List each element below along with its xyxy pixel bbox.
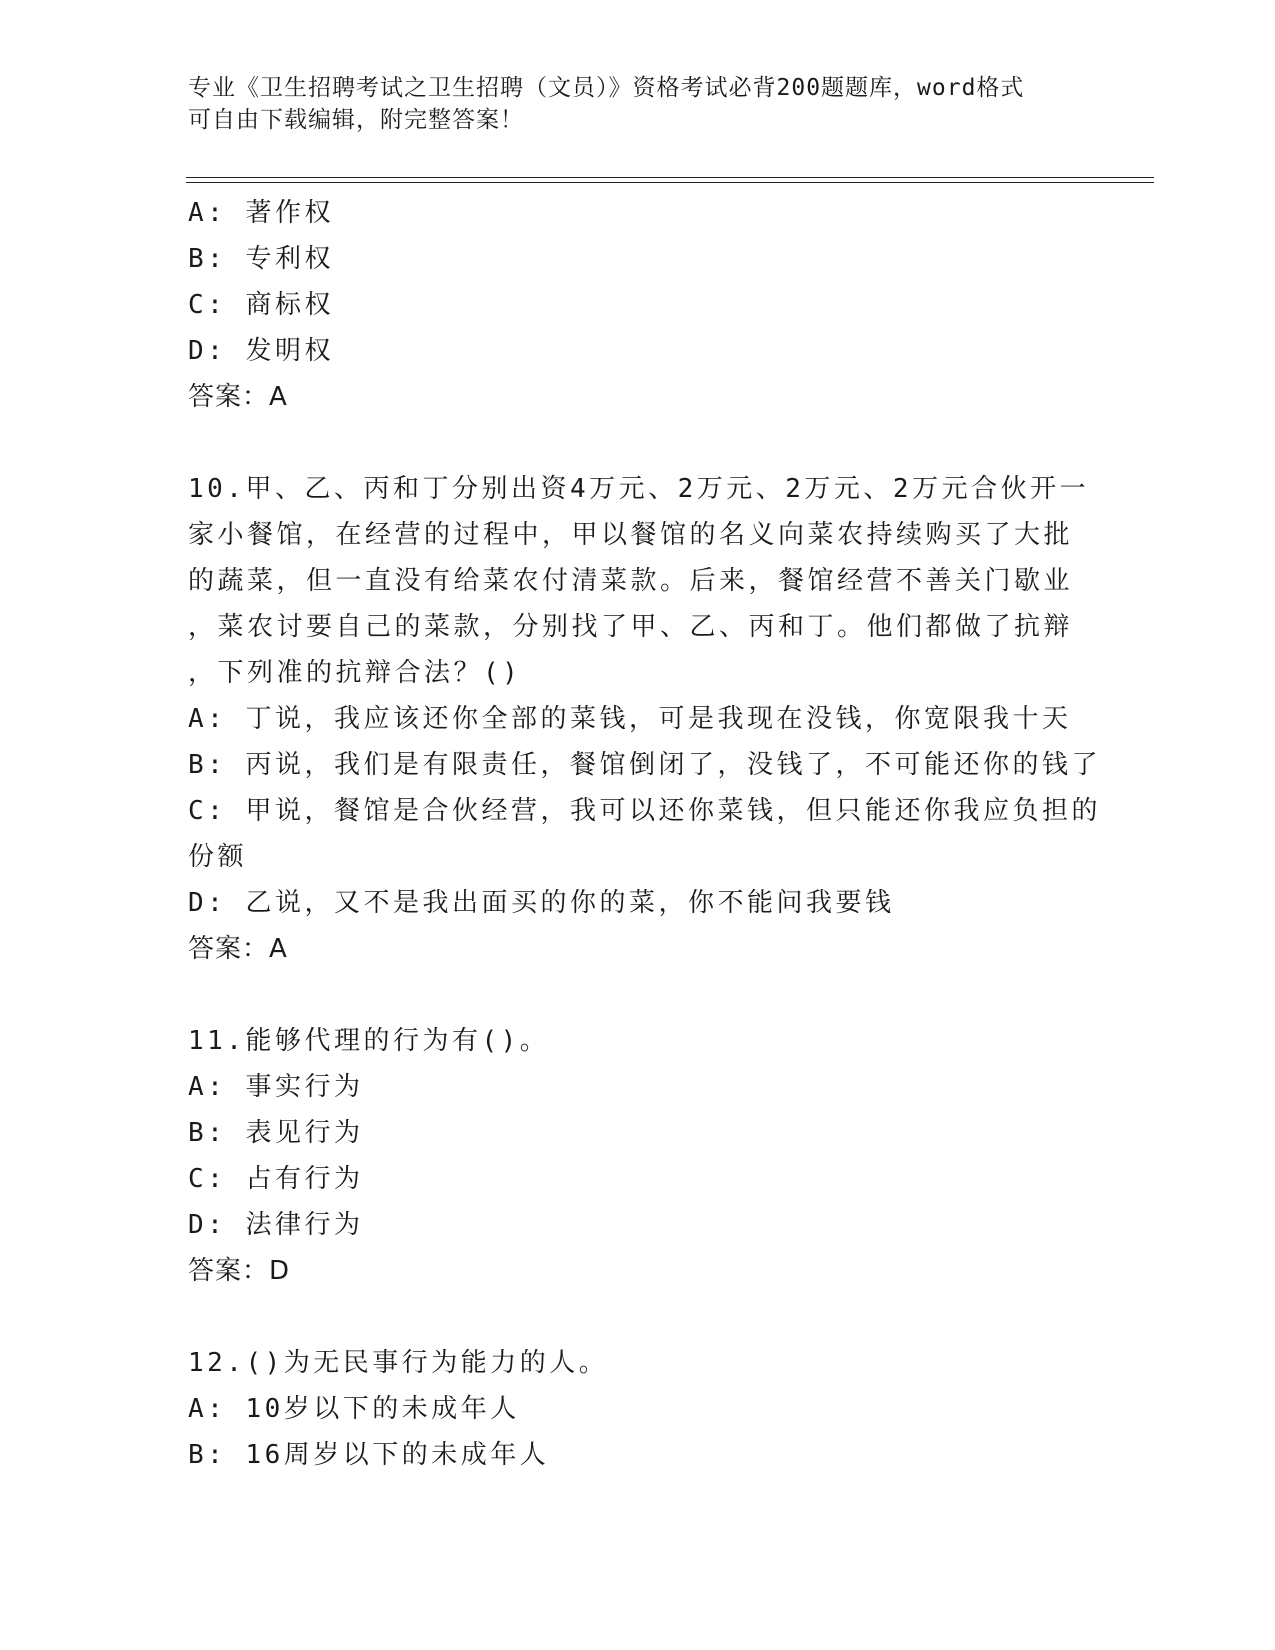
- question-list: [188, 190, 1101, 1478]
- question-stem: 11.能够代理的行为有()。: [188, 1026, 550, 1056]
- question-stem-line: ，菜农讨要自己的菜款，分别找了甲、乙、丙和丁。他们都做了抗辩: [188, 612, 1074, 642]
- header-line-1: 专业《卫生招聘考试之卫生招聘（文员）》资格考试必背200题题库，word格式: [188, 75, 1025, 101]
- option-d: D: 乙说，又不是我出面买的你的菜，你不能问我要钱: [188, 888, 895, 918]
- option-b: B: 专利权: [188, 244, 334, 274]
- question-9: [188, 190, 1088, 420]
- option-c: C: 占有行为: [188, 1164, 364, 1194]
- question-stem-line: 家小餐馆，在经营的过程中，甲以餐馆的名义向菜农持续购买了大批: [188, 520, 1074, 550]
- option-c-continued: 份额: [188, 842, 248, 872]
- question-stem-line: ，下列准的抗辩合法？(): [188, 658, 522, 688]
- option-d: D: 法律行为: [188, 1210, 364, 1240]
- option-c: C: 商标权: [188, 290, 334, 320]
- spacer: [188, 972, 1088, 1018]
- answer-line: 答案：A: [188, 934, 288, 964]
- option-b: B: 表见行为: [188, 1118, 364, 1148]
- question-stem-line: 10.甲、乙、丙和丁分别出资4万元、2万元、2万元、2万元合伙开一: [188, 474, 1090, 504]
- option-a: A: 著作权: [188, 198, 334, 228]
- question-stem-line: 的蔬菜，但一直没有给菜农付清菜款。后来，餐馆经营不善关门歇业: [188, 566, 1074, 596]
- answer-line: 答案：D: [188, 1256, 291, 1286]
- question-11: [188, 1018, 1088, 1294]
- option-d: D: 发明权: [188, 336, 334, 366]
- spacer: [188, 420, 1088, 466]
- question-12: [188, 1340, 1088, 1478]
- option-a: A: 10岁以下的未成年人: [188, 1394, 520, 1424]
- header-line-2: 可自由下载编辑，附完整答案！: [188, 107, 524, 133]
- document-header: [188, 72, 1068, 136]
- question-stem: 12.()为无民事行为能力的人。: [188, 1348, 609, 1378]
- option-c: C: 甲说，餐馆是合伙经营，我可以还你菜钱，但只能还你我应负担的: [188, 796, 1101, 826]
- answer-line: 答案：A: [188, 382, 288, 412]
- option-b: B: 丙说，我们是有限责任，餐馆倒闭了，没钱了，不可能还你的钱了: [188, 750, 1101, 780]
- question-10: [188, 466, 1101, 972]
- option-a: A: 事实行为: [188, 1072, 364, 1102]
- header-divider-top: [186, 177, 1154, 178]
- option-b: B: 16周岁以下的未成年人: [188, 1440, 550, 1470]
- option-a: A: 丁说，我应该还你全部的菜钱，可是我现在没钱，你宽限我十天: [188, 704, 1072, 734]
- spacer: [188, 1294, 1088, 1340]
- header-divider-bottom: [186, 182, 1154, 183]
